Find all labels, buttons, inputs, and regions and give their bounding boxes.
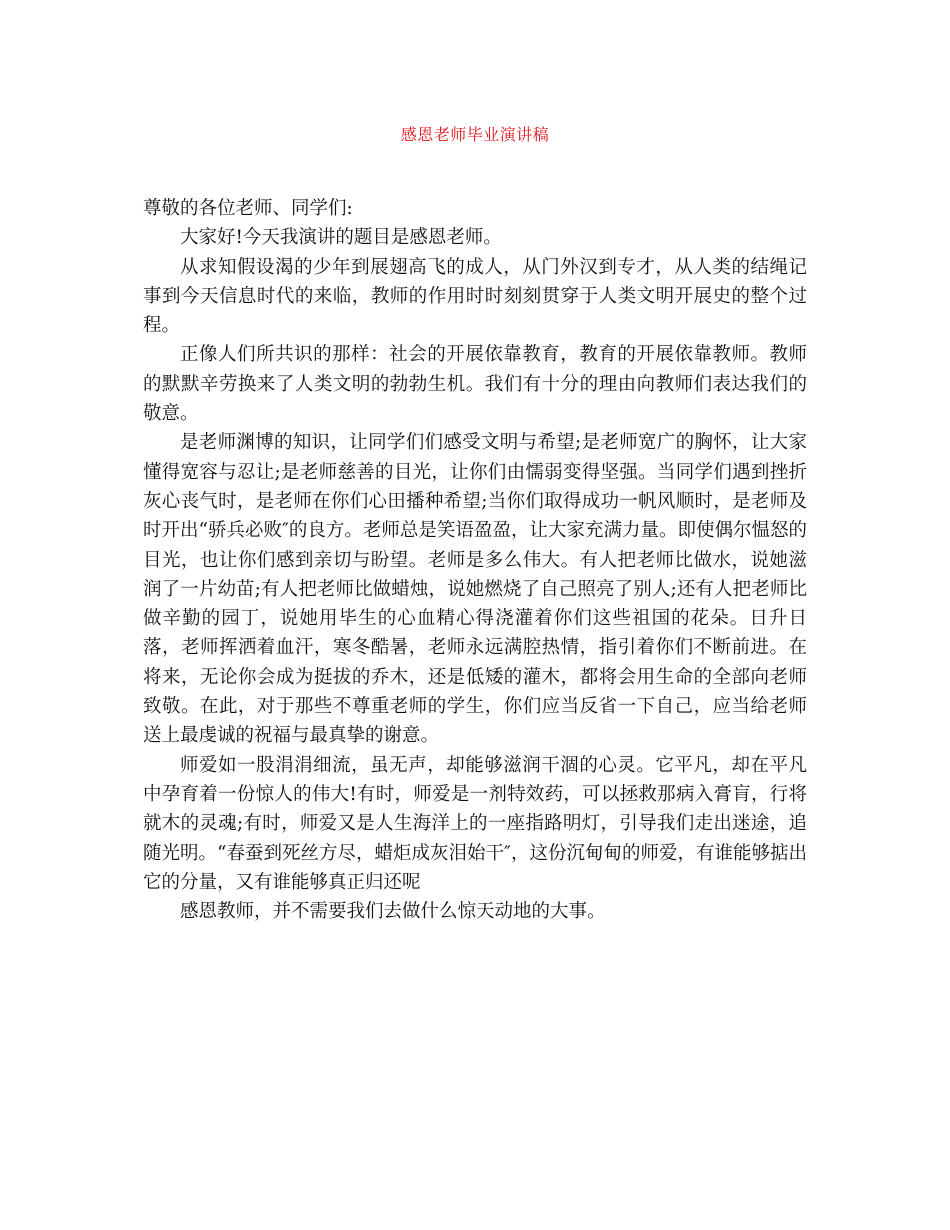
paragraph-gratitude: 感恩教师，并不需要我们去做什么惊天动地的大事。 [180, 901, 606, 923]
paragraph-teacher-love: 师爱如一股涓涓细流，虽无声，却能够滋润干涸的心灵。它平凡，却在平凡中孕育着一份惊人的伟大!有时，师爱是一剂特效药，可以拯救那病入膏肓，行将就木的灵魂;有时，师爱又是人生海洋上的一座指路明灯，引导我们走出迷途，追随光明。“春蚕到死丝方尽，蜡炬成灰泪始干″，这份沉甸甸的师爱，有谁能够掂出它的分量，又有谁能够真正归还呢 [143, 754, 807, 893]
document-title: 感恩老师毕业演讲稿 [400, 125, 550, 144]
paragraph-teacher-role: 从求知假设渴的少年到展翅高飞的成人，从门外汉到专才，从人类的结绳记事到今天信息时代的来临，教师的作用时时刻刻贯穿于人类文明开展史的整个过程。 [143, 256, 807, 337]
paragraph-teacher-virtues: 是老师渊博的知识，让同学们们感受文明与希望;是老师宽广的胸怀，让大家懂得宽容与忍让;是老师慈善的目光，让你们由懦弱变得坚强。当同学们遇到挫折灰心丧气时，是老师在你们心田播种希望;当你们取得成功一帆风顺时，是老师及时开出“骄兵必败″的良方。老师总是笑语盈盈，让大家充满力量。即使偶尔愠怒的目光，也让你们感到亲切与盼望。老师是多么伟大。有人把老师比做水，说她滋润了一片幼苗;有人把老师比做蜡烛，说她燃烧了自己照亮了别人;还有人把老师比做辛勤的园丁，说她用毕生的心血精心得浇灌着你们这些祖国的花朵。日升日落，老师挥洒着血汗，寒冬酷暑，老师永远满腔热情，指引着你们不断前进。在将来，无论你会成为挺拔的乔木，还是低矮的灌木，都将会用生命的全部向老师致敬。在此，对于那些不尊重老师的学生，你们应当反省一下自己，应当给老师送上最虔诚的祝福与最真挚的谢意。 [143, 432, 807, 747]
paragraph-consensus: 正像人们所共识的那样：社会的开展依靠教育，教育的开展依靠教师。教师的默默辛劳换来了人类文明的勃勃生机。我们有十分的理由向教师们表达我们的敬意。 [143, 344, 807, 425]
salutation: 尊敬的各位老师、同学们: [143, 198, 353, 219]
document-body [143, 194, 807, 926]
paragraph-greeting: 大家好!今天我演讲的题目是感恩老师。 [180, 227, 502, 249]
